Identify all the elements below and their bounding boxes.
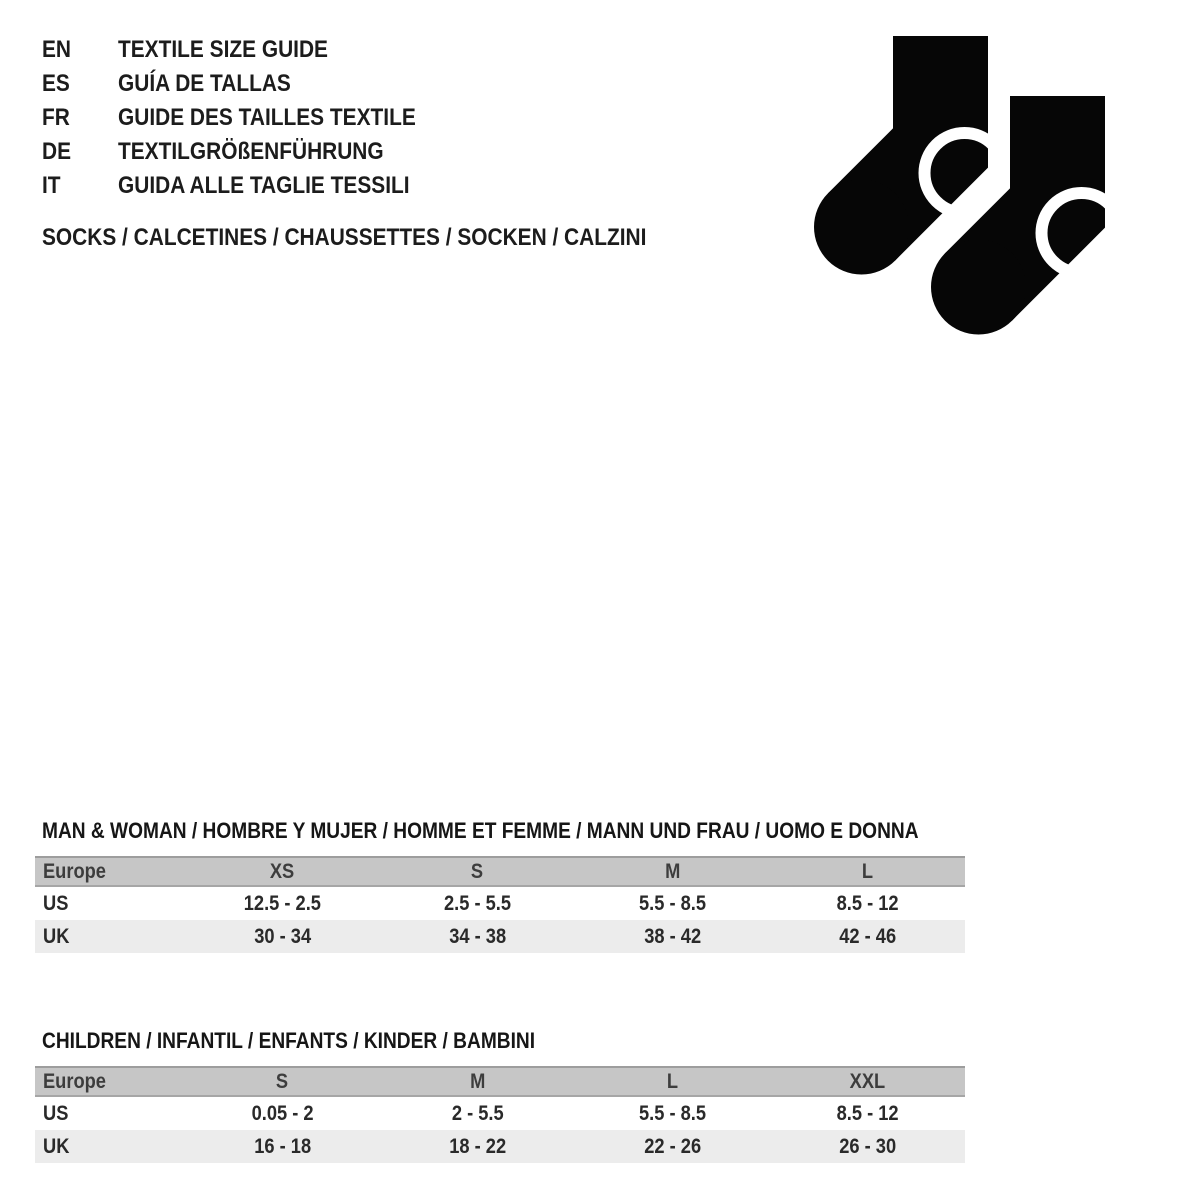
column-header: Europe (43, 859, 106, 883)
language-label: GUIDE DES TAILLES TEXTILE (118, 104, 416, 131)
language-code: DE (42, 138, 72, 165)
socks-icon (800, 30, 1110, 350)
language-code: ES (42, 70, 70, 97)
size-value: 8.5 - 12 (836, 1101, 899, 1125)
size-value: 30 - 34 (254, 924, 311, 948)
table-title: CHILDREN / INFANTIL / ENFANTS / KINDER / BAMBINI (42, 1028, 536, 1053)
table-row-uk (35, 920, 965, 953)
language-label: TEXTILE SIZE GUIDE (118, 36, 328, 63)
table-title: MAN & WOMAN / HOMBRE Y MUJER / HOMME ET FEMME / MANN UND FRAU / UOMO E DONNA (42, 818, 919, 843)
size-table-children (35, 1028, 965, 1163)
language-row-es (42, 67, 460, 101)
language-code: EN (42, 36, 72, 63)
size-value: 8.5 - 12 (836, 891, 899, 915)
language-code: FR (42, 104, 70, 131)
language-label: GUIDA ALLE TAGLIE TESSILI (118, 172, 410, 199)
language-code: IT (42, 172, 61, 199)
size-value: 38 - 42 (644, 924, 701, 948)
size-value: 5.5 - 8.5 (638, 891, 707, 915)
column-header: XS (270, 859, 295, 883)
size-table-man-woman (35, 818, 965, 953)
size-value: 16 - 18 (254, 1134, 311, 1158)
size-value: 18 - 22 (449, 1134, 506, 1158)
language-label: TEXTILGRÖßENFÜHRUNG (118, 138, 384, 165)
column-header: Europe (43, 1069, 106, 1093)
size-table (35, 856, 965, 953)
size-value: 12.5 - 2.5 (243, 891, 322, 915)
language-row-it (42, 169, 460, 203)
size-value: 2 - 5.5 (451, 1101, 504, 1125)
language-label: GUÍA DE TALLAS (118, 70, 291, 97)
language-row-fr (42, 101, 460, 135)
column-header: XXL (849, 1069, 886, 1093)
language-row-en (42, 33, 460, 67)
column-header: L (666, 1069, 679, 1093)
size-table (35, 1066, 965, 1163)
column-header: M (664, 859, 681, 883)
size-value: 5.5 - 8.5 (638, 1101, 707, 1125)
table-header-row (35, 856, 965, 887)
product-category-title: SOCKS / CALCETINES / CHAUSSETTES / SOCKEN / CALZINI (42, 224, 647, 251)
size-value: 34 - 38 (449, 924, 506, 948)
table-header-row (35, 1066, 965, 1097)
column-header: M (469, 1069, 486, 1093)
table-row-uk (35, 1130, 965, 1163)
column-header: S (276, 1069, 289, 1093)
table-row-us (35, 887, 965, 920)
size-value: 22 - 26 (644, 1134, 701, 1158)
row-label: US (43, 1101, 69, 1125)
size-value: 42 - 46 (839, 924, 896, 948)
size-value: 2.5 - 5.5 (443, 891, 512, 915)
row-label: UK (43, 1134, 70, 1158)
size-value: 26 - 30 (839, 1134, 896, 1158)
column-header: L (861, 859, 874, 883)
language-title-list (42, 33, 460, 203)
language-row-de (42, 135, 460, 169)
size-value: 0.05 - 2 (251, 1101, 314, 1125)
row-label: UK (43, 924, 70, 948)
column-header: S (471, 859, 484, 883)
row-label: US (43, 891, 69, 915)
table-row-us (35, 1097, 965, 1130)
